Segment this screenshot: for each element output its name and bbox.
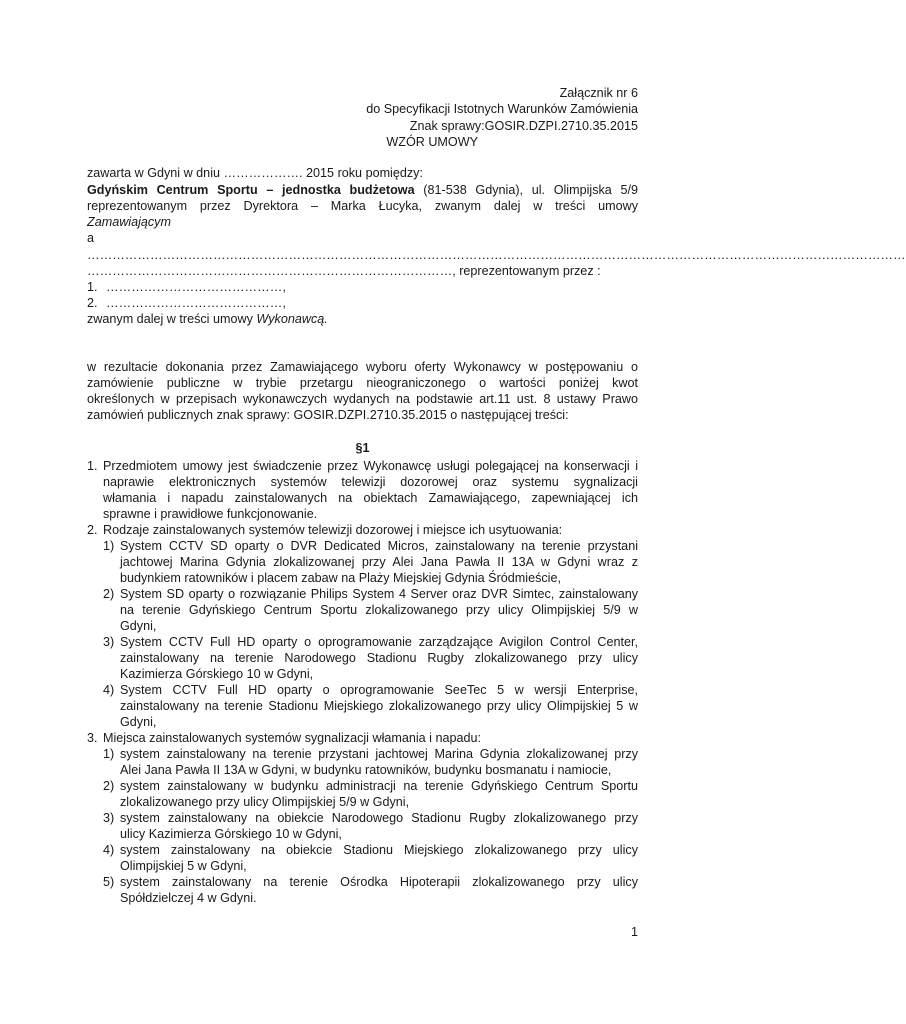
preamble-line: zamówień publicznych znak sprawy: GOSIR.DZPI.2710.35.2015 o następującej treści: <box>87 408 569 422</box>
concluded-line: zawarta w Gdyni w dniu ………………. 2015 roku pomiędzy: <box>87 166 423 180</box>
subpoint-number: 1) <box>103 747 115 761</box>
preamble-line: w rezultacie dokonania przez Zamawiającego wyboru oferty Wykonawcy w postępowaniu o <box>87 360 638 374</box>
contractor-dots: …………………………………………………………………………………………………………………………………………………………………………… <box>87 248 906 262</box>
and-word: a <box>87 231 95 245</box>
preamble-line: zamówienie publiczne w trybie przetargu nieograniczonego o wartości poniżej kwot <box>87 376 638 390</box>
point-line: naprawie elektronicznych systemów telewizji dozorowej oraz systemu sygnalizacji <box>103 475 638 489</box>
subpoint-line: system zainstalowany na terenie przystani jachtowej Marina Gdynia zlokalizowanej przy <box>120 747 638 761</box>
subpoint-number: 2) <box>103 587 115 601</box>
subpoint-line: system zainstalowany na obiekcie Narodowego Stadionu Rugby zlokalizowanego przy <box>120 811 638 825</box>
rep-1-dots: ……………………………………, <box>106 280 286 294</box>
subpoint-line: system zainstalowany w budynku administracji na terenie Gdyńskiego Centrum Sportu <box>120 779 638 793</box>
subpoint-number: 4) <box>103 683 115 697</box>
section-heading: §1 <box>355 441 370 455</box>
rep-1-number: 1. <box>87 280 98 294</box>
point-line: Rodzaje zainstalowanych systemów telewizji dozorowej i miejsce ich usytuowania: <box>103 523 563 537</box>
subpoint-line: Gdyni, <box>120 715 157 729</box>
rep-2-dots: ……………………………………, <box>106 296 286 310</box>
subpoint-line: Gdyni, <box>120 619 157 633</box>
subpoint-line: Spółdzielczej 4 w Gdyni. <box>120 891 257 905</box>
subpoint-line: System CCTV Full HD oparty o oprogramowanie SeeTec 5 w wersji Enterprise, <box>120 683 638 697</box>
employer-name: Zamawiającym <box>87 215 171 229</box>
subpoint-line: system zainstalowany na terenie Ośrodka Hipoterapii zlokalizowanego przy ulicy <box>120 875 638 889</box>
point-number: 3. <box>87 731 98 745</box>
subpoint-line: budynkiem ratowników i placem zabaw na Plaży Miejskiej Gdynia Śródmieście, <box>120 571 561 585</box>
subpoint-line: zainstalowany na terenie Stadionu Miejskiego zlokalizowanego przy ulicy Olimpijskiej 5 w <box>120 699 638 713</box>
subpoint-line: ulicy Kazimierza Górskiego 10 w Gdyni, <box>120 827 342 841</box>
rep-2-number: 2. <box>87 296 98 310</box>
subpoint-line: zainstalowany na terenie Narodowego Stadionu Rugby zlokalizowanego przy ulicy <box>120 651 638 665</box>
subpoint-number: 3) <box>103 811 115 825</box>
subpoint-line: Kazimierza Górskiego 10 w Gdyni, <box>120 667 314 681</box>
point-number: 2. <box>87 523 98 537</box>
page-number: 1 <box>630 925 638 939</box>
subpoint-line: System CCTV SD oparty o DVR Dedicated Micros, zainstalowany na terenie przystani <box>120 539 638 553</box>
party-line <box>87 182 638 198</box>
subpoint-number: 1) <box>103 539 115 553</box>
subpoint-line: na terenie Gdyńskiego Centrum Sportu zlokalizowanego przy ulicy Olimpijskiej 5/9 w <box>120 603 638 617</box>
subpoint-line: zlokalizowanego przy ulicy Olimpijskiej 5/9 w Gdyni, <box>120 795 410 809</box>
subpoint-line: jachtowej Marina Gdynia zlokalizowanej przy Alei Jana Pawła II 13A w Gdyni wraz z <box>120 555 638 569</box>
point-line: włamania i napadu zainstalowanych na obiektach Zamawiającego, zapewniającej ich <box>103 491 638 505</box>
subpoint-line: System CCTV Full HD oparty o oprogramowanie zarządzające Avigilon Control Center, <box>120 635 638 649</box>
point-line: Przedmiotem umowy jest świadczenie przez Wykonawcę usługi polegającej na konserwacji i <box>103 459 638 473</box>
spec-reference: do Specyfikacji Istotnych Warunków Zamówienia <box>366 102 638 116</box>
subpoint-line: Alei Jana Pawła II 13A w Gdyni, w budynku ratowników, budynku bosmanatu i namiocie, <box>120 763 612 777</box>
subpoint-line: Olimpijskiej 5 w Gdyni, <box>120 859 247 873</box>
point-number: 1. <box>87 459 98 473</box>
represented-line: reprezentowanym przez Dyrektora – Marka Łucyka, zwanym dalej w treści umowy <box>87 199 638 213</box>
subpoint-number: 2) <box>103 779 115 793</box>
subpoint-number: 4) <box>103 843 115 857</box>
point-line: Miejsca zainstalowanych systemów sygnalizacji włamania i napadu: <box>103 731 481 745</box>
case-number: Znak sprawy:GOSIR.DZPI.2710.35.2015 <box>409 119 638 133</box>
subpoint-number: 3) <box>103 635 115 649</box>
annex-label: Załącznik nr 6 <box>559 86 638 100</box>
contractor-prefix: zwanym dalej w treści umowy <box>87 312 257 326</box>
represented-by-line: ……………………………………………………………………………, reprezentowanym przez : <box>87 264 601 278</box>
document-title: WZÓR UMOWY <box>386 135 478 149</box>
subpoint-number: 5) <box>103 875 115 889</box>
contractor-line <box>87 311 638 327</box>
preamble-line: określonych w przepisach wykonawczych wydanych na podstawie art.11 ust. 8 ustawy Prawo <box>87 392 638 406</box>
point-line: sprawne i prawidłowe funkcjonowanie. <box>103 507 318 521</box>
party-address: (81-538 Gdynia), ul. Olimpijska 5/9 <box>414 183 639 197</box>
subpoint-line: system zainstalowany na obiekcie Stadionu Miejskiego zlokalizowanego przy ulicy <box>120 843 638 857</box>
party-name: Gdyńskim Centrum Sportu – jednostka budżetowa <box>87 183 415 197</box>
subpoint-line: System SD oparty o rozwiązanie Philips System 4 Server oraz DVR Simtec, zainstalowany <box>120 587 638 601</box>
contractor-name: Wykonawcą. <box>256 312 328 326</box>
